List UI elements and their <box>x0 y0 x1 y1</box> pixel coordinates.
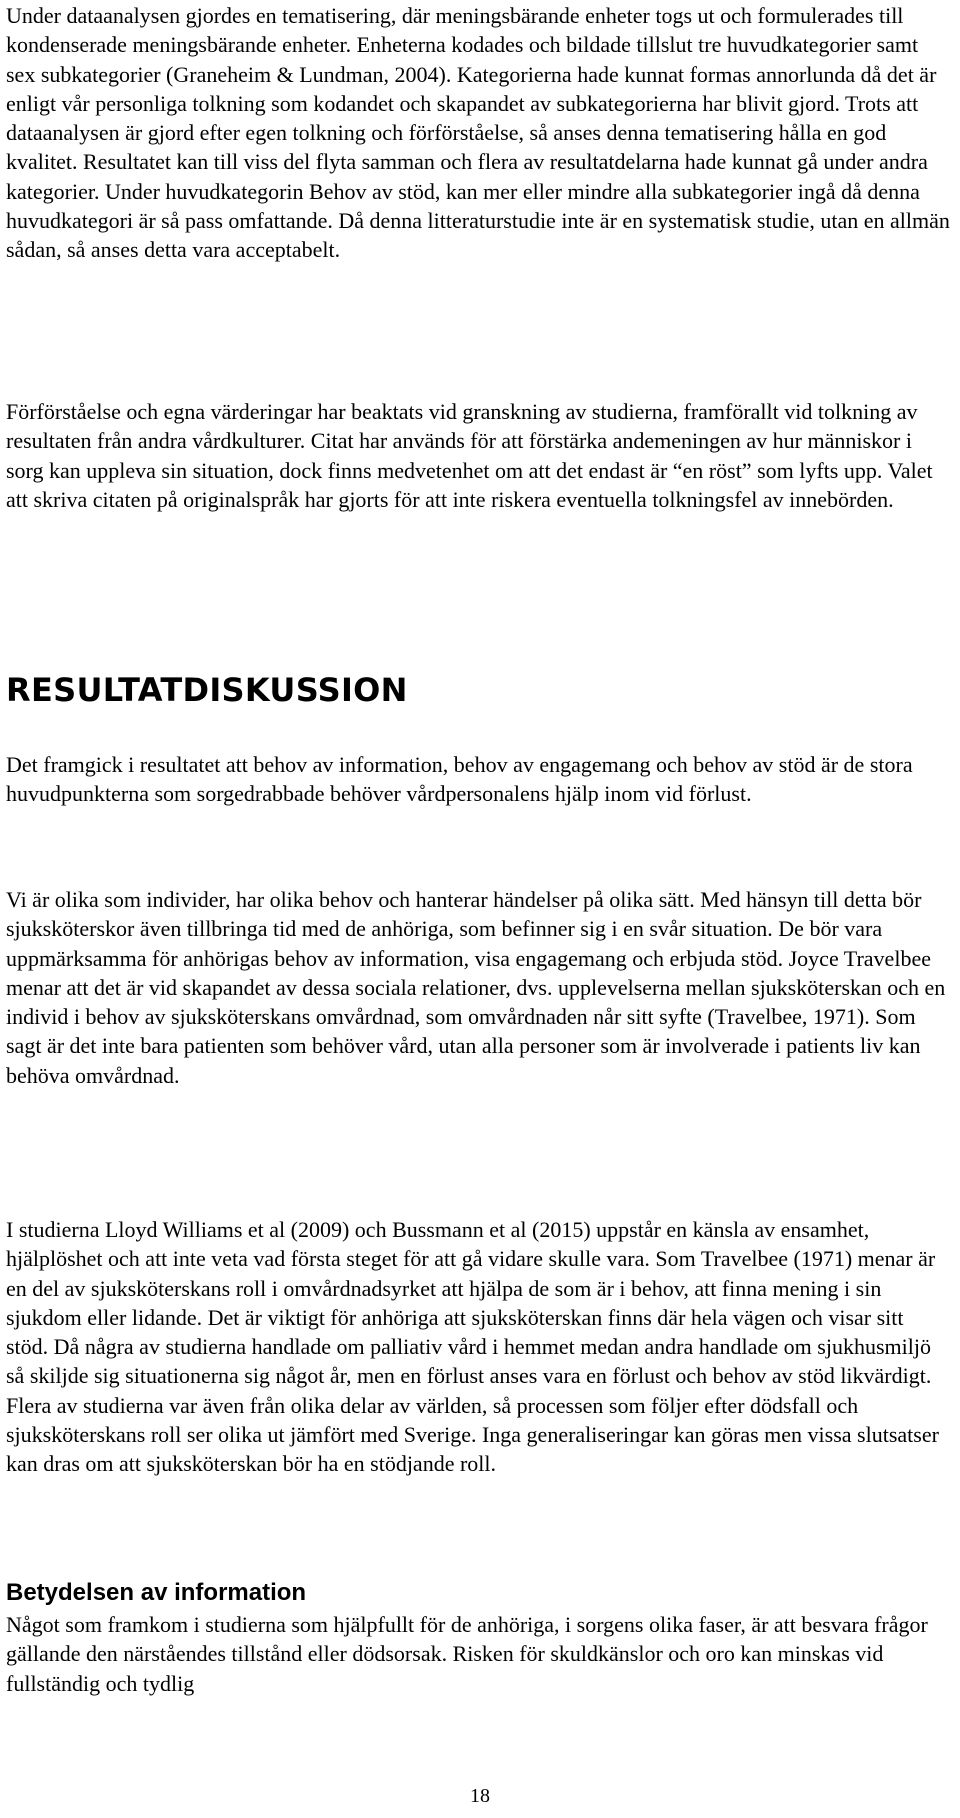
result-discussion-heading: RESULTATDISKUSSION <box>6 671 408 709</box>
discussion-intro-paragraph: Det framgick i resultatet att behov av information, behov av engagemang och behov av stöd är de stora huvudpunkterna som sorgedrabbade behöver vårdpersonalens hjälp inom vid förlust. <box>6 752 913 807</box>
individuals-paragraph: Vi är olika som individer, har olika behov och hanterar händelser på olika sätt. Med hänsyn till detta bör sjuksköterskor även tillbringa tid med de anhöriga, som befinner sig i en svår situation. De bör vara uppmärksamma för anhörigas behov av information, visa engagemang och erbjuda stöd. Joyce Travelbee menar att det är vid skapandet av dessa sociala relationer, dvs. upplevelserna mellan sjuksköterskan och en individ i behov av sjuksköterskans omvårdnad, som omvårdnaden når sitt syfte (Travelbee, 1971). Som sagt är det inte bara patienten som behöver vård, utan alla personer som är involverade i patients liv kan behöva omvårdnad. <box>6 887 946 1088</box>
method-analysis-paragraph: Under dataanalysen gjordes en tematisering, där meningsbärande enheter togs ut och formulerades till kondenserade meningsbärande enheter. Enheterna kodades och bildade tillslut tre huvudkategorier samt sex subkategorier (Graneheim & Lundman, 2004). Kategorierna hade kunnat formas annorlunda då det är enligt vår personliga tolkning som kodandet och skapandet av subkategorierna har blivit gjord. Trots att dataanalysen är gjord efter egen tolkning och förförståelse, så anses denna tematisering hålla en god kvalitet. Resultatet kan till viss del flyta samman och flera av resultatdelarna hade kunnat gå under andra kategorier. Under huvudkategorin Behov av stöd, kan mer eller mindre alla subkategorier ingå då denna huvudkategori är så pass omfattande. Då denna litteraturstudie inte är en systematisk studie, utan en allmän sådan, så anses detta vara acceptabelt. <box>6 3 950 263</box>
preunderstanding-paragraph: Förförståelse och egna värderingar har beaktats vid granskning av studierna, framförallt vid tolkning av resultaten från andra vårdkulturer. Citat har används för att förstärka andemeningen av hur människor i sorg kan uppleva sin situation, dock finns medvetenhet om att det endast är “en röst” som lyfts upp. Valet att skriva citaten på originalspråk har gjorts för att inte riskera eventuella tolkningsfel av innebörden. <box>6 399 933 512</box>
studies-paragraph: I studierna Lloyd Williams et al (2009) och Bussmann et al (2015) uppstår en känsla av ensamhet, hjälplöshet och att inte veta vad första steget för att gå vidare skulle vara. Som Travelbee (1971) menar är en del av sjuksköterskans roll i omvårdnadsyrket att hjälpa de som är i behov, att finna mening i sin sjukdom eller lidande. Det är viktigt för anhöriga att sjuksköterskan finns där hela vägen och visar sitt stöd. Då några av studierna handlade om palliativ vård i hemmet medan andra handlade om sjukhusmiljö så skiljde sig situationerna sig något år, men en förlust anses vara en förlust och behov av stöd likvärdigt. Flera av studierna var även från olika delar av världen, så processen som följer efter dödsfall och sjuksköterskans roll ser olika ut jämfört med Sverige. Inga generaliseringar kan göras men vissa slutsatser kan dras om att sjuksköterskan bör ha en stödjande roll. <box>6 1217 939 1477</box>
information-paragraph: Något som framkom i studierna som hjälpfullt för de anhöriga, i sorgens olika faser, är att besvara frågor gällande den närståendes tillstånd eller dödsorsak. Risken för skuldkänslor och oro kan minskas vid fullständig och tydlig <box>6 1612 928 1696</box>
significance-of-information-heading: Betydelsen av information <box>6 1579 307 1606</box>
page-number: 18 <box>470 1785 490 1807</box>
